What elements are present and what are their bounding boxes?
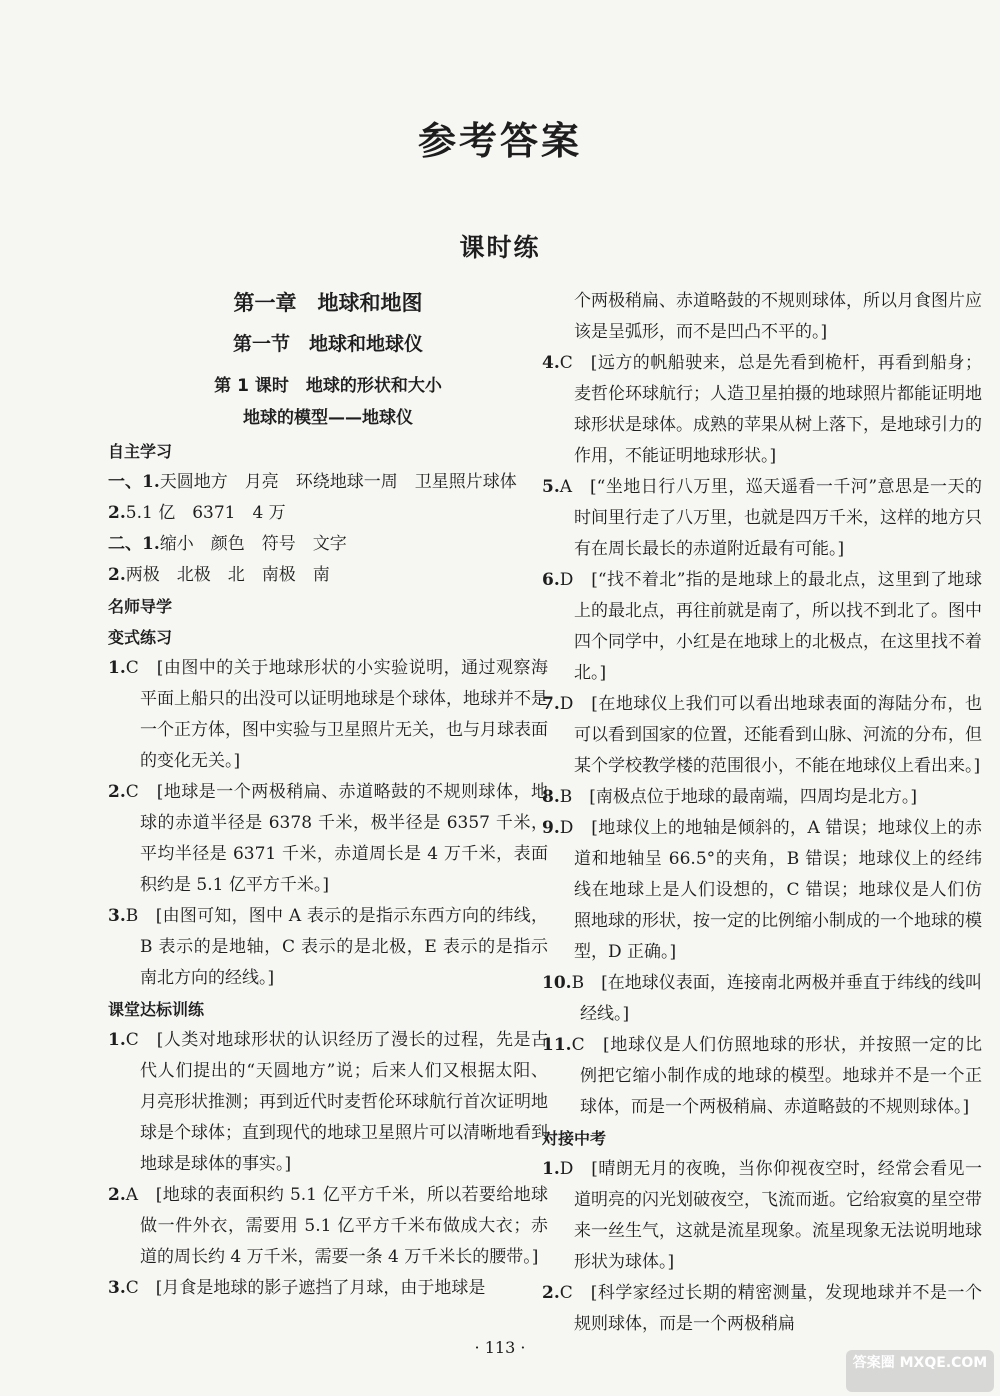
answer-item: 5.A [“坐地日行八万里，巡天遥看一千河”意思是一天的时间里行走了八万里，也就是四万千米，这样的地方只有在周长最长的赤道附近最有可能。]	[542, 477, 982, 559]
heading-classroom: 课堂达标训练	[108, 1000, 205, 1019]
answer-item: 9.D [地球仪上的地轴是倾斜的，A 错误；地球仪上的赤道和地轴呈 66.5°的夹角，B 错误；地球仪上的经纬线在地球上是人们设想的，C 错误；地球仪是人们仿照地球的形状，按一定的比例缩小制成的一个地球的模型，D 正确。]	[542, 818, 982, 962]
answer-item: 4.C [远方的帆船驶来，总是先看到桅杆，再看到船身；麦哲伦环球航行；人造卫星拍摄的地球照片都能证明地球形状是球体。成熟的苹果从树上落下，是地球引力的作用，不能证明地球形状。]	[542, 353, 982, 466]
heading-teacher: 名师导学	[108, 597, 173, 616]
answer-item: 二、1.缩小 颜色 符号 文字	[108, 534, 347, 554]
answer-item: 一、1.天圆地方 月亮 环绕地球一周 卫星照片球体	[108, 472, 517, 492]
heading-self-study: 自主学习	[108, 442, 173, 461]
answer-item: 1.D [晴朗无月的夜晚，当你仰视夜空时，经常会看见一道明亮的闪光划破夜空，飞流而逝。它给寂寞的星空带来一丝生气，这就是流星现象。流星现象无法说明地球形状为球体。]	[542, 1159, 982, 1272]
answer-item: 7.D [在地球仪上我们可以看出地球表面的海陆分布，也可以看到国家的位置，还能看到山脉、河流的分布，但某个学校教学楼的范围很小，不能在地球仪上看出来。]	[542, 694, 982, 776]
answer-item: 2.5.1 亿 6371 4 万	[108, 503, 286, 523]
answer-item: 10.B [在地球仪表面，连接南北两极并垂直于纬线的线叫经线。]	[542, 973, 982, 1024]
answer-item: 1.C [人类对地球形状的认识经历了漫长的过程，先是古代人们提出的“天圆地方”说；后来人们又根据太阳、月亮形状推测；再到近代时麦哲伦环球航行首次证明地球是个球体；直到现代的地球卫星照片可以清晰地看到地球是球体的事实。]	[108, 1030, 548, 1174]
answer-item: 2.A [地球的表面积约 5.1 亿平方千米，所以若要给地球做一件外衣，需要用 5.1 亿平方千米布做成大衣；赤道的周长约 4 万千米，需要一条 4 万千米长的腰带。]	[108, 1185, 548, 1267]
answer-item: 11.C [地球仪是人们仿照地球的形状，并按照一定的比例把它缩小制作成的地球的模型。地球并不是一个正球体，而是一个两极稍扁、赤道略鼓的不规则球体。]	[542, 1035, 982, 1117]
watermark-logo: 答案圈 MXQE.COM	[846, 1350, 994, 1392]
answer-item: 3.C [月食是地球的影子遮挡了月球，由于地球是	[108, 1278, 486, 1298]
answer-item: 2.两极 北极 北 南极 南	[108, 565, 330, 585]
lesson-title-line2: 地球的模型——地球仪	[243, 408, 413, 428]
answer-item: 8.B [南极点位于地球的最南端，四周均是北方。]	[542, 787, 918, 807]
heading-variant: 变式练习	[108, 628, 173, 647]
answer-item: 2.C [地球是一个两极稍扁、赤道略鼓的不规则球体，地球的赤道半径是 6378 千米，极半径是 6357 千米，平均半径是 6371 千米，赤道周长是 4 万千米，表面积约是 5.1 亿平方千米。]	[108, 782, 548, 895]
left-column	[108, 282, 548, 1304]
heading-exam: 对接中考	[542, 1129, 607, 1148]
continued-text: 个两极稍扁、赤道略鼓的不规则球体，所以月食图片应该是呈弧形，而不是凹凸不平的。]	[574, 291, 982, 342]
chapter-title: 第一章 地球和地图	[233, 291, 423, 315]
answer-item: 3.B [由图可知，图中 A 表示的是指示东西方向的纬线，B 表示的是地轴，C 表示的是北极，E 表示的是指示南北方向的经线。]	[108, 906, 548, 988]
page-number: · 113 ·	[474, 1338, 526, 1357]
answer-item: 2.C [科学家经过长期的精密测量，发现地球并不是一个规则球体，而是一个两极稍扁	[542, 1283, 982, 1334]
subsection-title: 第一节 地球和地球仪	[232, 333, 423, 355]
lesson-title-line1: 第 1 课时 地球的形状和大小	[214, 376, 442, 396]
section-title: 课时练	[459, 233, 541, 262]
page-title: 参考答案	[417, 119, 582, 163]
answer-item: 6.D [“找不着北”指的是地球上的最北点，这里到了地球上的最北点，再往前就是南了，所以找不到北了。图中四个同学中，小红是在地球上的北极点，在这里找不着北。]	[542, 570, 982, 683]
answer-item: 1.C [由图中的关于地球形状的小实验说明，通过观察海平面上船只的出没可以证明地球是个球体，地球并不是一个正方体，图中实验与卫星照片无关，也与月球表面的变化无关。]	[108, 658, 548, 771]
right-column	[542, 286, 982, 1340]
